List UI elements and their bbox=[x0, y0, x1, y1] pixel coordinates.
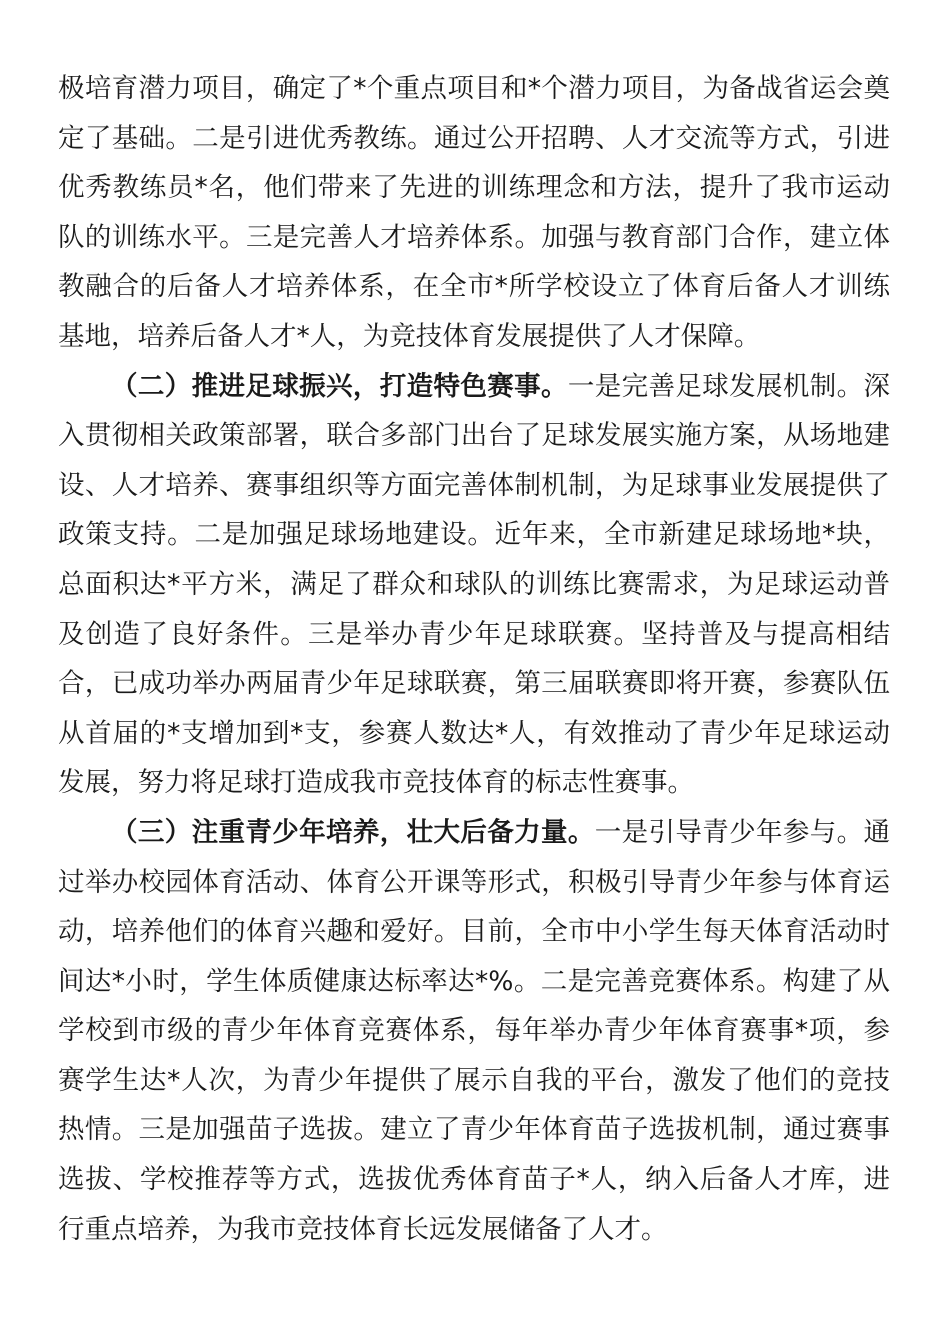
document-page bbox=[58, 64, 890, 1254]
paragraph-body: 极培育潜力项目，确定了*个重点项目和*个潜力项目，为备战省运会奠定了基础。二是引进优秀教练。通过公开招聘、人才交流等方式，引进优秀教练员*名，他们带来了先进的训练理念和方法，提升了我市运动队的训练水平。三是完善人才培养体系。加强与教育部门合作，建立体教融合的后备人才培养体系，在全市*所学校设立了体育后备人才训练基地，培养后备人才*人，为竞技体育发展提供了人才保障。 bbox=[58, 73, 890, 352]
paragraph-body: 一是引导青少年参与。通过举办校园体育活动、体育公开课等形式，积极引导青少年参与体育运动，培养他们的体育兴趣和爱好。目前，全市中小学生每天体育活动时间达*小时，学生体质健康达标率达*%。二是完善竞赛体系。构建了从学校到市级的青少年体育竞赛体系，每年举办青少年体育赛事*项，参赛学生达*人次，为青少年提供了展示自我的平台，激发了他们的竞技热情。三是加强苗子选拔。建立了青少年体育苗子选拔机制，通过赛事选拔、学校推荐等方式，选拔优秀体育苗子*人，纳入后备人才库，进行重点培养，为我市竞技体育长远发展储备了人才。 bbox=[58, 816, 890, 1245]
paragraph-football bbox=[58, 362, 890, 808]
section-heading-football: （二）推进足球振兴，打造特色赛事。 bbox=[111, 370, 568, 402]
paragraph-youth bbox=[58, 808, 890, 1254]
paragraph-body: 一是完善足球发展机制。深入贯彻相关政策部署，联合多部门出台了足球发展实施方案，从场地建设、人才培养、赛事组织等方面完善体制机制，为足球事业发展提供了政策支持。二是加强足球场地建设。近年来，全市新建足球场地*块，总面积达*平方米，满足了群众和球队的训练比赛需求，为足球运动普及创造了良好条件。三是举办青少年足球联赛。坚持普及与提高相结合，已成功举办两届青少年足球联赛，第三届联赛即将开赛，参赛队伍从首届的*支增加到*支，参赛人数达*人，有效推动了青少年足球运动发展，努力将足球打造成我市竞技体育的标志性赛事。 bbox=[58, 370, 890, 799]
section-heading-youth: （三）注重青少年培养，壮大后备力量。 bbox=[111, 816, 595, 848]
paragraph-continued bbox=[58, 64, 890, 362]
